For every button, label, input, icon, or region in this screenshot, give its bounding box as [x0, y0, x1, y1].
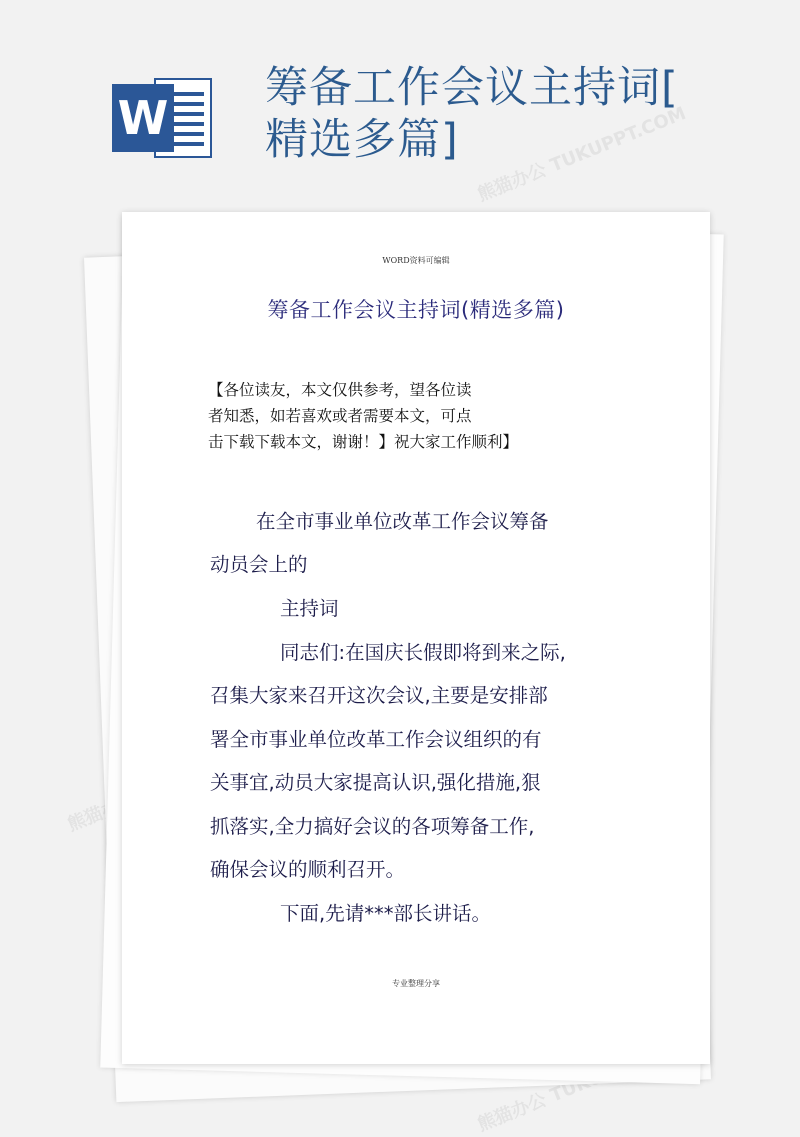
notice-line: 者知悉，如若喜欢或者需要本文，可点 — [208, 407, 472, 425]
watermark: 熊猫办公 TUKUPPT.COM — [474, 102, 689, 206]
body-line: 确保会议的顺利召开。 — [210, 858, 406, 881]
document-page — [122, 212, 710, 1064]
body-line: 同志们:在国庆长假即将到来之际, — [280, 641, 566, 664]
page-title-line-2: 精选多篇] — [265, 115, 459, 165]
body-line: 关事宜,动员大家提高认识,强化措施,狠 — [210, 771, 541, 794]
body-line: 下面,先请***部长讲话。 — [280, 902, 491, 925]
body-line: 署全市事业单位改革工作会议组织的有 — [210, 728, 542, 751]
notice-line: 击下载下载本文，谢谢！】祝大家工作顺利】 — [208, 433, 519, 451]
body-line: 在全市事业单位改革工作会议筹备 — [256, 510, 549, 533]
notice-paragraph — [208, 377, 628, 455]
document-header-note: WORD资料可编辑 — [382, 256, 450, 265]
watermark: 熊猫办公 TUKUPPT.COM — [474, 1032, 689, 1136]
document-footer-note: 专业整理分享 — [392, 979, 440, 988]
body-line: 抓落实,全力搞好会议的各项筹备工作, — [210, 815, 535, 838]
notice-line: 【各位读友，本文仅供参考，望各位读 — [208, 381, 472, 399]
watermark: 熊猫办公 — [64, 789, 140, 836]
document-title: 筹备工作会议主持词(精选多篇) — [267, 298, 565, 322]
body-line: 召集大家来召开这次会议,主要是安排部 — [210, 684, 548, 707]
word-document-icon — [112, 76, 214, 160]
body-line: 动员会上的 — [210, 553, 308, 576]
page-title — [265, 62, 735, 166]
word-badge: W — [112, 84, 174, 152]
page-title-line-1: 筹备工作会议主持词[ — [265, 63, 679, 113]
body-line: 主持词 — [280, 597, 339, 620]
